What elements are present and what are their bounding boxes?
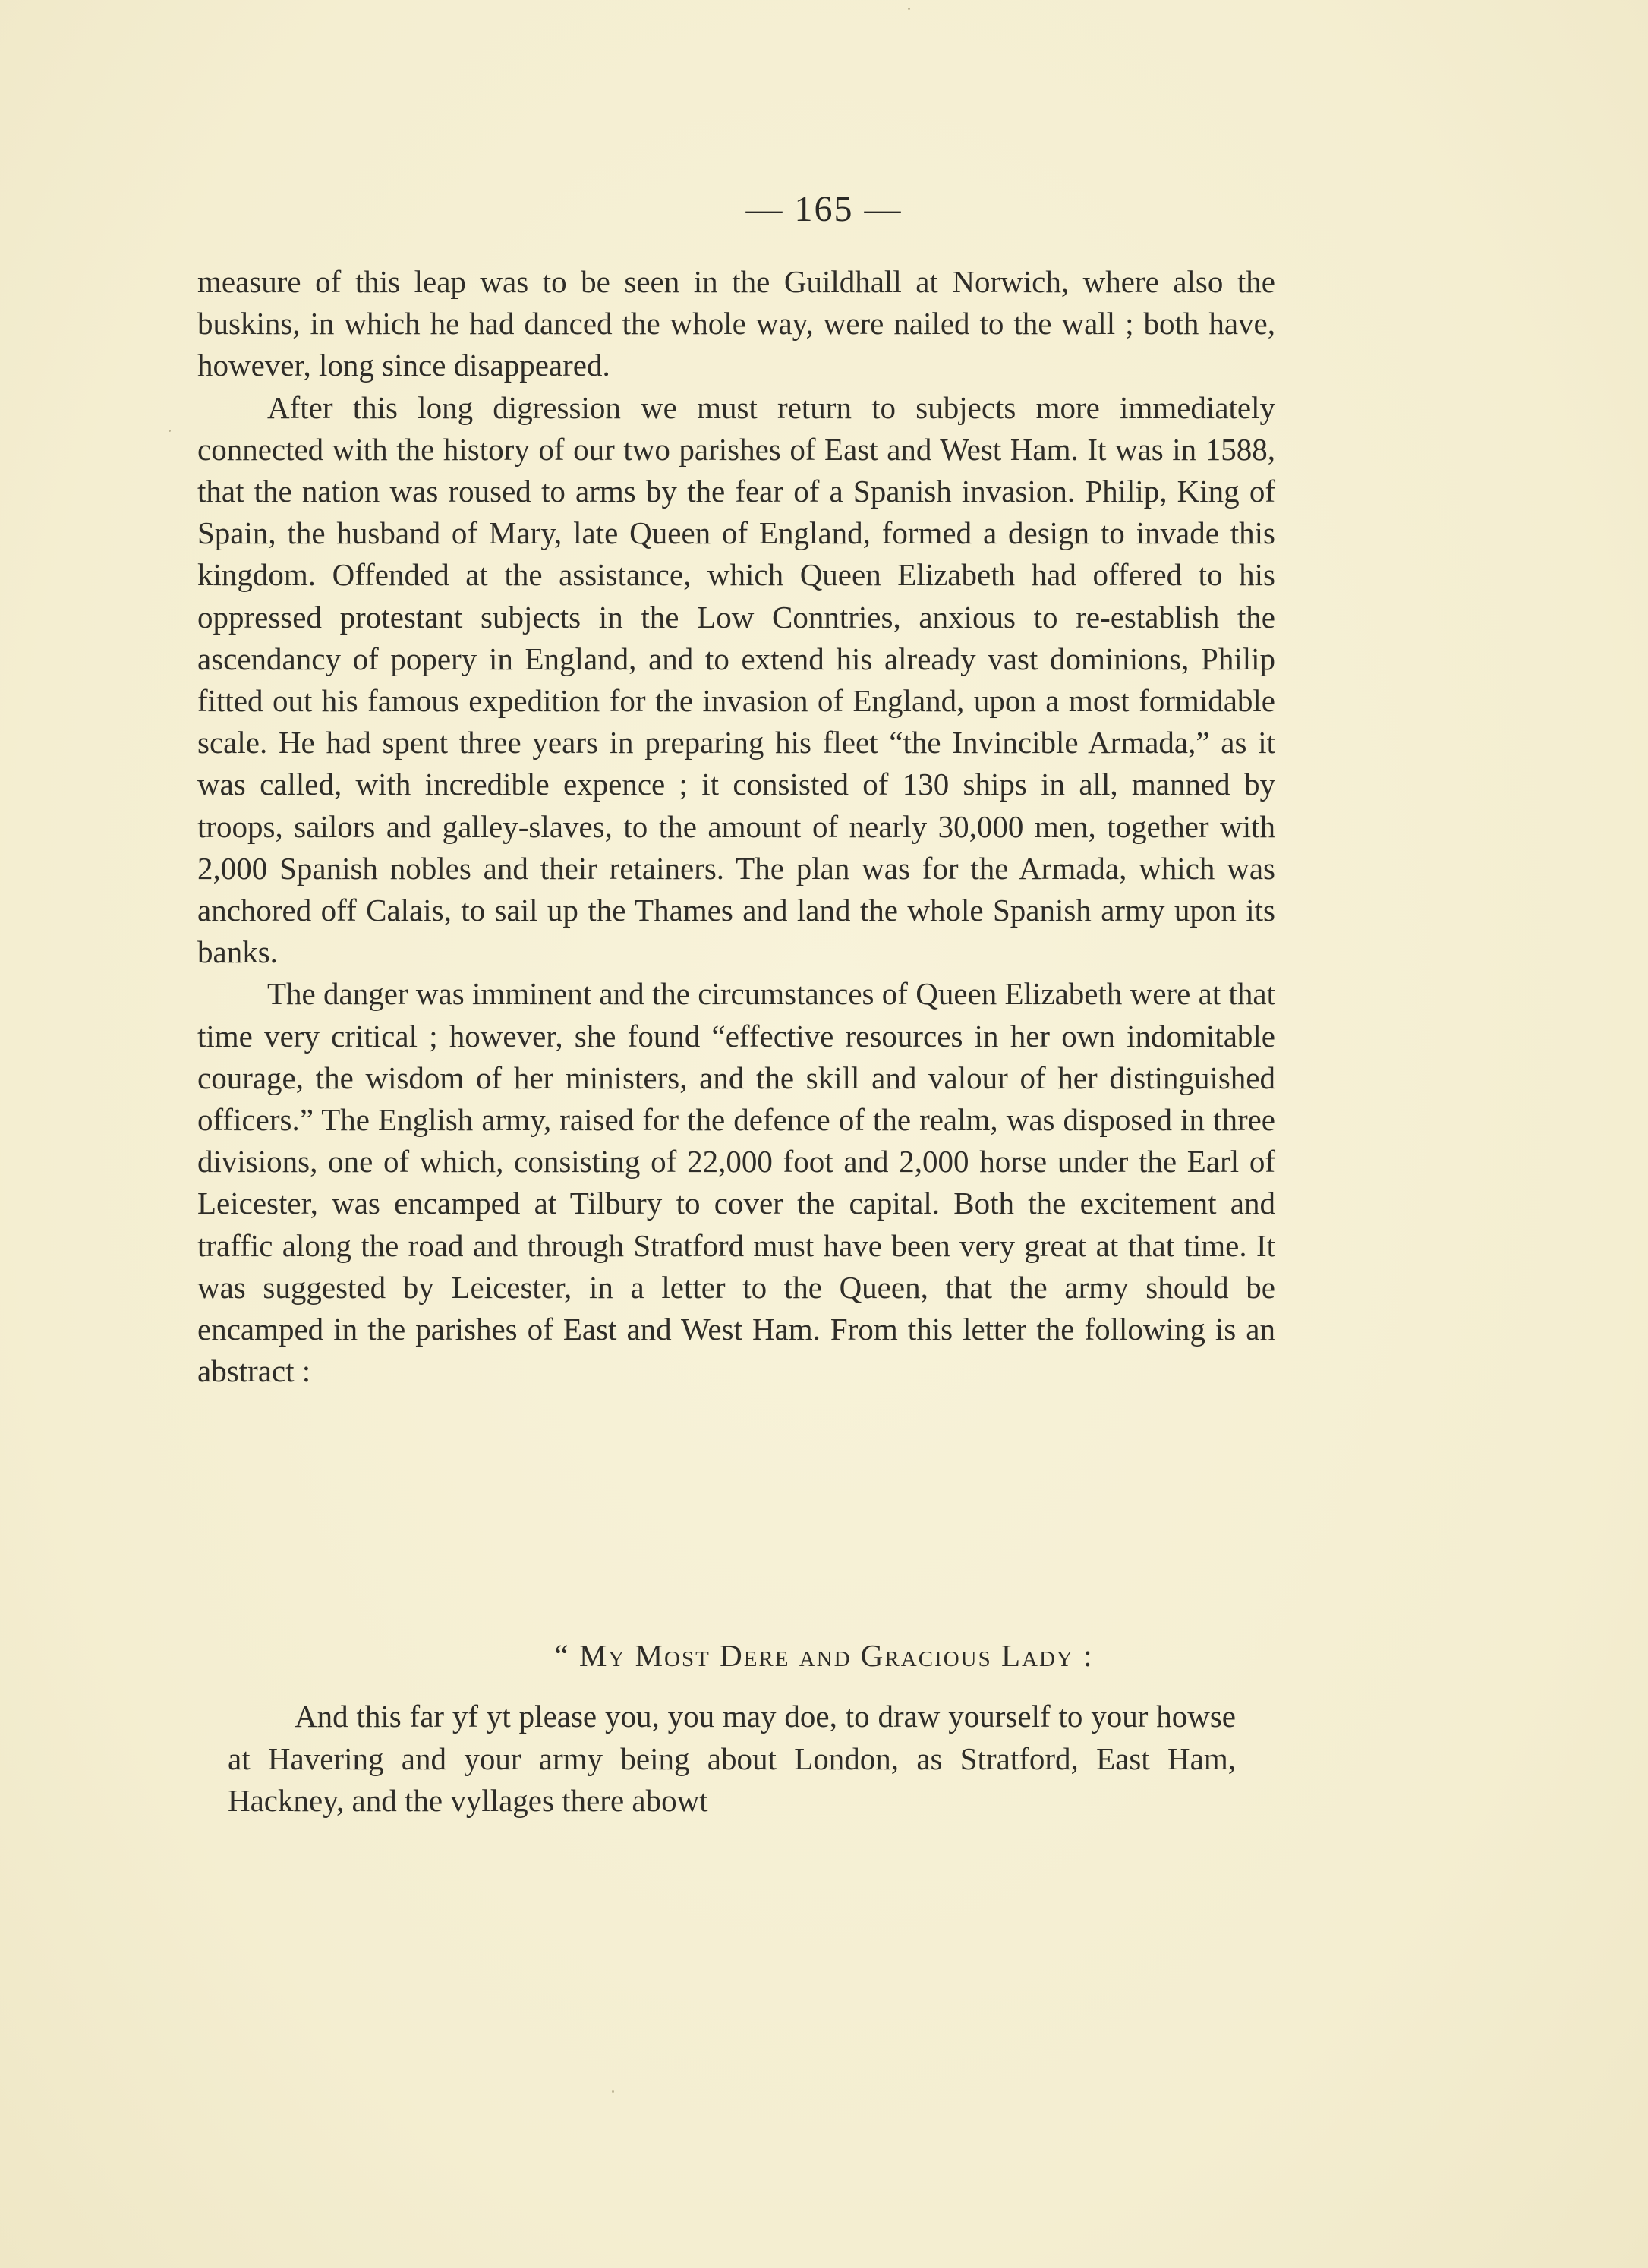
paragraph-continuation: measure of this leap was to be seen in the Guildhall at Norwich, where also the buskins, in which he had danced the whole way, were nailed to the wall ; both have, however, long since disappeared. — [197, 264, 1275, 383]
paper-speck — [612, 2090, 614, 2093]
paper-speck — [169, 430, 171, 432]
letter-quote — [228, 1696, 1236, 1822]
paragraph-danger: The danger was imminent and the circumstances of Queen Elizabeth were at that time very critical ; however, she found “effective resources in her own indomitable courage, the wisdom of her ministers, and the skill and valour of her distinguished officers.” The English army, raised for the defence of the realm, was disposed in three divisions, one of which, consisting of 22,000 foot and 2,000 horse under the Earl of Leicester, was encamped at Tilbury to cover the capital. Both the excitement and traffic along the road and through Stratford must have been very great at that time. It was suggested by Leicester, in a letter to the Queen, that the army should be encamped in the parishes of East and West Ham. From this letter the following is an abstract : — [197, 976, 1275, 1389]
paragraph-armada: After this long digression we must return to subjects more immediately connected with the history of our two parishes of East and West Ham. It was in 1588, that the nation was roused to arms by the fear of a Spanish invasion. Philip, King of Spain, the husband of Mary, late Queen of England, formed a design to invade this kingdom. Offended at the assistance, which Queen Elizabeth had offered to his oppressed protestant subjects in the Low Conntries, anxious to re-establish the ascendancy of popery in England, and to extend his already vast dominions, Philip fitted out his famous expedition for the invasion of England, upon a most formidable scale. He had spent three years in preparing his fleet “the Invincible Armada,” as it was called, with incredible expence ; it consisted of 130 ships in all, manned by troops, sailors and galley-slaves, to the amount of nearly 30,000 men, together with 2,000 Spanish nobles and their retainers. The plan was for the Armada, which was anchored off Calais, to sail up the Thames and land the whole Spanish army upon its banks. — [197, 389, 1275, 970]
letter-salutation: “ My Most Dere and Gracious Lady : — [554, 1638, 1094, 1673]
letter-body-text: And this far yf yt please you, you may doe, to draw yourself to your howse at Havering and your army being about London, as Stratford, East Ham, Hackney, and the vyllages there abowt — [228, 1699, 1236, 1818]
page-number: — 165 — — [745, 189, 903, 229]
paper-speck — [908, 8, 910, 10]
body-text — [197, 261, 1275, 1392]
